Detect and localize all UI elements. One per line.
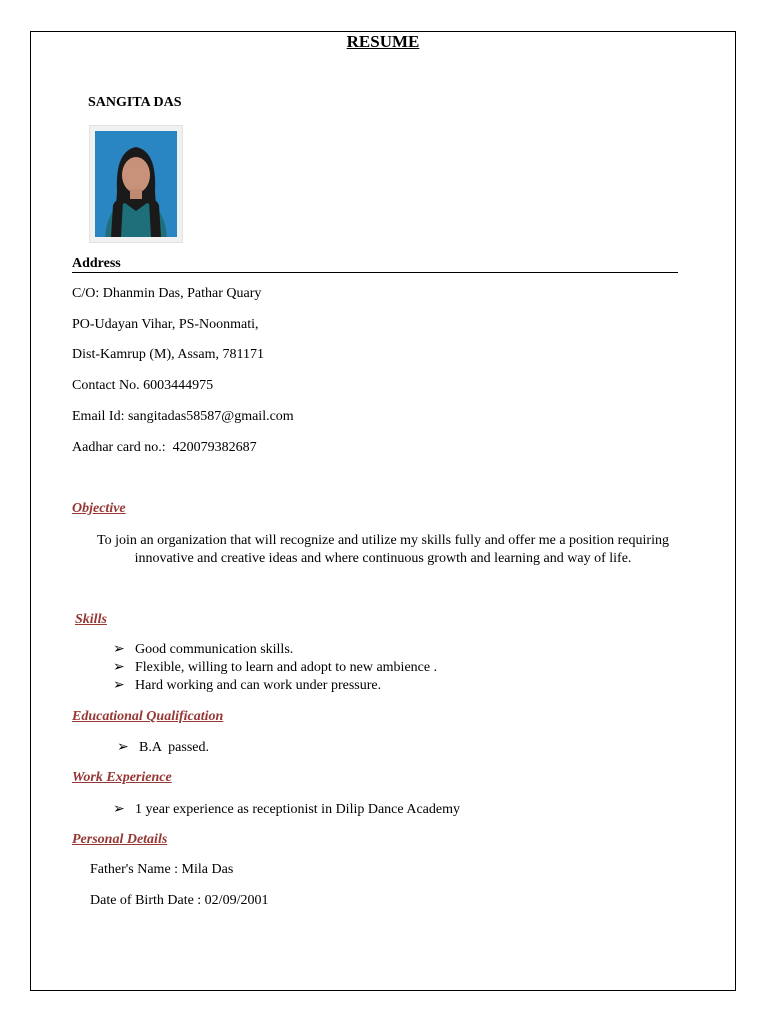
arrow-bullet-icon: ➢ <box>113 678 125 693</box>
skill-item: ➢ Hard working and can work under pressure. <box>113 678 382 693</box>
date-of-birth: Date of Birth Date : 02/09/2001 <box>90 893 269 908</box>
address-line: Dist-Kamrup (M), Assam, 781171 <box>72 347 264 362</box>
arrow-bullet-icon: ➢ <box>113 660 125 675</box>
arrow-bullet-icon: ➢ <box>113 642 125 657</box>
resume-page <box>30 31 736 991</box>
education-heading: Educational Qualification <box>72 709 224 724</box>
work-item: ➢ 1 year experience as receptionist in Dilip Dance Academy <box>113 802 460 817</box>
objective-text: To join an organization that will recognize and utilize my skills fully and offer me a position requiring innovative and creative ideas and where continuous growth and learning and way of life. <box>97 533 669 566</box>
candidate-name: SANGITA DAS <box>88 95 182 110</box>
email-id: Email Id: sangitadas58587@gmail.com <box>72 409 294 424</box>
skill-item: ➢ Flexible, willing to learn and adopt to new ambience . <box>113 660 438 675</box>
address-line: C/O: Dhanmin Das, Pathar Quary <box>72 286 262 301</box>
personal-details-heading: Personal Details <box>72 832 168 847</box>
skill-item: ➢ Good communication skills. <box>113 642 294 657</box>
objective-heading: Objective <box>72 501 126 516</box>
skills-heading: Skills <box>75 612 107 627</box>
fathers-name: Father's Name : Mila Das <box>90 862 234 877</box>
resume-title: RESUME <box>346 32 420 51</box>
arrow-bullet-icon: ➢ <box>117 740 129 755</box>
address-line: PO-Udayan Vihar, PS-Noonmati, <box>72 317 259 332</box>
contact-number: Contact No. 6003444975 <box>72 378 214 393</box>
candidate-photo <box>89 125 183 243</box>
address-heading: Address <box>72 255 678 273</box>
aadhar-number: Aadhar card no.: 420079382687 <box>72 440 257 455</box>
arrow-bullet-icon: ➢ <box>113 802 125 817</box>
education-item: ➢ B.A passed. <box>117 740 209 755</box>
work-experience-heading: Work Experience <box>72 770 172 785</box>
